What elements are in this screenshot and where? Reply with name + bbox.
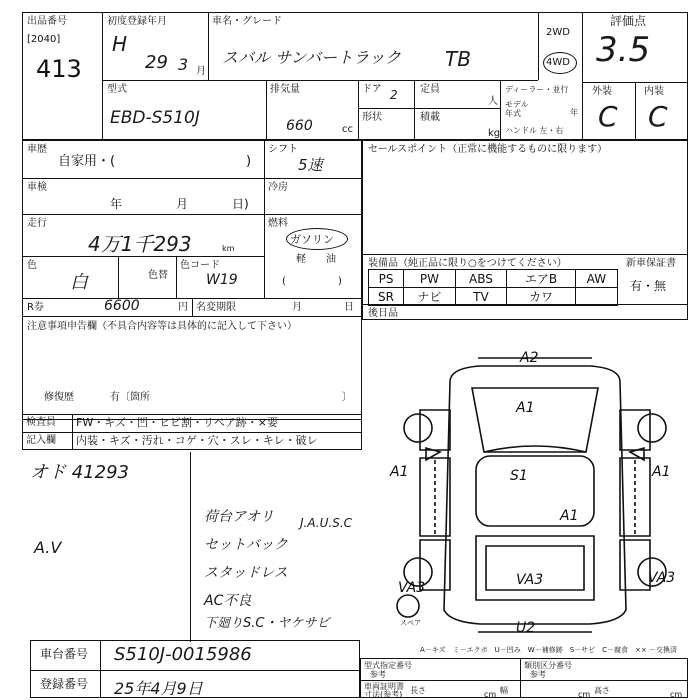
mark-s1: S1 — [510, 468, 528, 484]
mark-a1-right: A1 — [652, 464, 671, 480]
color-swap-label: 色替 — [148, 270, 168, 281]
check-label-2: 記入欄 — [26, 435, 56, 446]
notes-label: 注意事項申告欄（不具合内容等は具体的に記入して下さい） — [27, 321, 297, 332]
model-year-label: モデル年式 — [505, 100, 529, 118]
fuel-light: 軽 — [296, 254, 306, 265]
doors-value: 2 — [390, 88, 398, 102]
drive-4wd: 4WD — [546, 57, 570, 68]
equip-cell: TV — [455, 288, 506, 306]
lot-label: 出品番号 — [27, 16, 67, 27]
equip-cell: ABS — [455, 270, 506, 288]
inspection-day: 日) — [232, 197, 249, 211]
registration-value: 25年4月9日 — [114, 679, 203, 698]
dims-hei-unit: cm — [670, 690, 683, 699]
equip-cell: カワ — [507, 288, 576, 306]
mark-a1-hood: A1 — [516, 400, 535, 416]
damage-legend: A－キズ ミ－エクボ U－凹み W－補修跡 S－サビ C－腐食 ×× －交換済 — [420, 646, 677, 654]
mileage-unit: km — [222, 244, 235, 253]
mark-va3-left: VA3 — [398, 580, 426, 596]
repair-label: 修復歴 — [44, 392, 74, 403]
displacement-value: 660 — [286, 118, 313, 134]
score-int: C — [648, 100, 668, 133]
model-name-grade: TB — [445, 47, 471, 71]
odo-note: オド 41293 — [30, 462, 129, 483]
mileage-value: 4万1千293 — [88, 232, 192, 256]
model-value: EBD-S510J — [110, 108, 200, 128]
category-close: ) — [246, 154, 252, 169]
capacity-unit: 人 — [488, 96, 498, 107]
car-damage-diagram — [380, 340, 690, 640]
score-int-label: 内装 — [644, 86, 664, 97]
recycle-unit: 円 — [178, 302, 188, 313]
load-label: 積載 — [420, 112, 440, 123]
equip-cell: ナビ — [404, 288, 456, 306]
model-year-unit: 年 — [570, 108, 578, 117]
note-item-1: 荷台アオリ — [204, 509, 274, 525]
av-note: A.V — [34, 538, 62, 557]
equip-cell: PW — [404, 270, 456, 288]
fuel-circle-mark — [286, 228, 348, 250]
fuel-oil: 油 — [326, 254, 336, 265]
first-reg-month-unit: 月 — [196, 66, 206, 77]
chassis-value: S510J-0015986 — [114, 644, 252, 665]
check-row-1: FW・キズ・凹・ヒビ割・リペア跡・×要 — [76, 416, 278, 429]
inspection-label: 車検 — [27, 182, 47, 193]
sales-label: セールスポイント（正常に機能するものに限ります） — [368, 144, 608, 155]
drive-circle-mark — [543, 52, 577, 74]
dims-wid-unit: cm — [578, 690, 591, 699]
first-reg-year: 29 — [145, 52, 168, 73]
first-reg-month: 3 — [178, 55, 189, 74]
dims-len: 長さ — [410, 686, 426, 695]
score-ext: C — [598, 100, 618, 133]
category-value: 自家用・( — [58, 154, 116, 169]
dims-sub: 寸法(参考) — [364, 690, 403, 699]
category-label: 車歴 — [27, 144, 47, 155]
equipment-label: 装備品（純正品に限り○をつけてください） — [368, 258, 567, 269]
lot-number: 413 — [36, 55, 82, 83]
color-code-label: 色コード — [180, 260, 220, 271]
equip-cell: PS — [369, 270, 404, 288]
mark-va3-bed: VA3 — [516, 572, 544, 588]
score-label: 評価点 — [610, 14, 647, 28]
capacity-label: 定員 — [420, 84, 440, 95]
repair-value: 有〔箇所 — [110, 392, 150, 403]
warranty-value: 有・無 — [630, 279, 667, 293]
dims-hei: 高さ — [594, 686, 610, 695]
spare-label: スペア — [400, 619, 421, 627]
dealer-label: ディーラー・並行 — [505, 85, 569, 94]
fuel-gas: ガソリン — [290, 233, 334, 246]
score-ext-label: 外装 — [592, 86, 612, 97]
model-name-value: スバル サンバートラック — [222, 48, 401, 67]
recycle-value: 6600 — [104, 298, 140, 314]
equip-cell: AW — [575, 270, 617, 288]
repair-close: 〕 — [342, 392, 352, 403]
score-value: 3.5 — [596, 30, 651, 70]
fuel-label: 燃料 — [268, 218, 288, 229]
shift-value: 5速 — [298, 156, 323, 174]
inspection-year: 年 — [110, 197, 123, 211]
note-item-4: AC不良 — [204, 593, 252, 609]
check-row-2: 内装・キズ・汚れ・コゲ・穴・スレ・キレ・破レ — [76, 434, 318, 447]
mark-a1-mid: A1 — [560, 508, 579, 524]
color-label: 色 — [27, 260, 37, 271]
dims-len-unit: cm — [484, 690, 497, 699]
mileage-label: 走行 — [27, 218, 47, 229]
title-limit-day: 日 — [344, 302, 354, 313]
first-reg-label: 初度登録年月 — [107, 16, 167, 27]
mark-va3-right: VA3 — [648, 570, 676, 586]
type-cert-label: 型式指定番号 — [364, 661, 412, 670]
dims-label: 車両証明書 — [364, 682, 404, 691]
note-item-3: スタッドレス — [204, 565, 288, 581]
equip-cell — [575, 288, 617, 306]
displacement-label: 排気量 — [270, 84, 300, 95]
lot-code: [2040] — [27, 34, 61, 45]
first-reg-era: H — [112, 32, 128, 56]
ac-label: 冷房 — [268, 182, 288, 193]
note-item-2: セットバック — [204, 537, 288, 553]
color-code: W19 — [206, 272, 238, 288]
paren-close: ) — [338, 276, 342, 287]
title-limit-label: 名変期限 — [196, 302, 236, 313]
warranty-label: 新車保証書 — [626, 258, 676, 269]
equip-cell: エアB — [507, 270, 576, 288]
title-limit-month: 月 — [292, 302, 302, 313]
inspection-month: 月 — [176, 197, 189, 211]
note-item-5: 下廻りS.C・ヤケサビ — [204, 616, 330, 631]
model-name-label: 車名・グレード — [212, 16, 282, 27]
mark-a1-left: A1 — [390, 464, 409, 480]
mark-u2: U2 — [516, 620, 536, 636]
equipment-table — [368, 269, 618, 306]
recycle-label: R券 — [27, 302, 44, 313]
drive-2wd: 2WD — [546, 27, 570, 38]
load-unit: kg — [488, 128, 501, 139]
doors-label: ドア — [362, 84, 382, 95]
shape-label: 形状 — [362, 112, 382, 123]
note-item-marks: J.A.U.S.C — [300, 516, 353, 530]
back-seat-label: 後日品 — [368, 308, 398, 319]
equip-cell: SR — [369, 288, 404, 306]
shift-label: シフト — [268, 144, 298, 155]
mark-a2: A2 — [520, 350, 539, 366]
chassis-label: 車台番号 — [40, 647, 89, 661]
check-label-1: 検査員 — [26, 417, 56, 428]
type-cert-sub: 参考 — [370, 670, 386, 679]
registration-label: 登録番号 — [40, 677, 89, 691]
dims-wid: 幅 — [500, 686, 508, 695]
handle-label: ハンドル 左・右 — [505, 126, 564, 135]
color-value: 白 — [70, 272, 88, 293]
model-label: 型式 — [107, 84, 127, 95]
class-num-sub: 参考 — [530, 670, 546, 679]
displacement-unit: cc — [342, 124, 353, 135]
paren-open: ( — [282, 276, 286, 287]
class-num-label: 類別区分番号 — [524, 661, 572, 670]
